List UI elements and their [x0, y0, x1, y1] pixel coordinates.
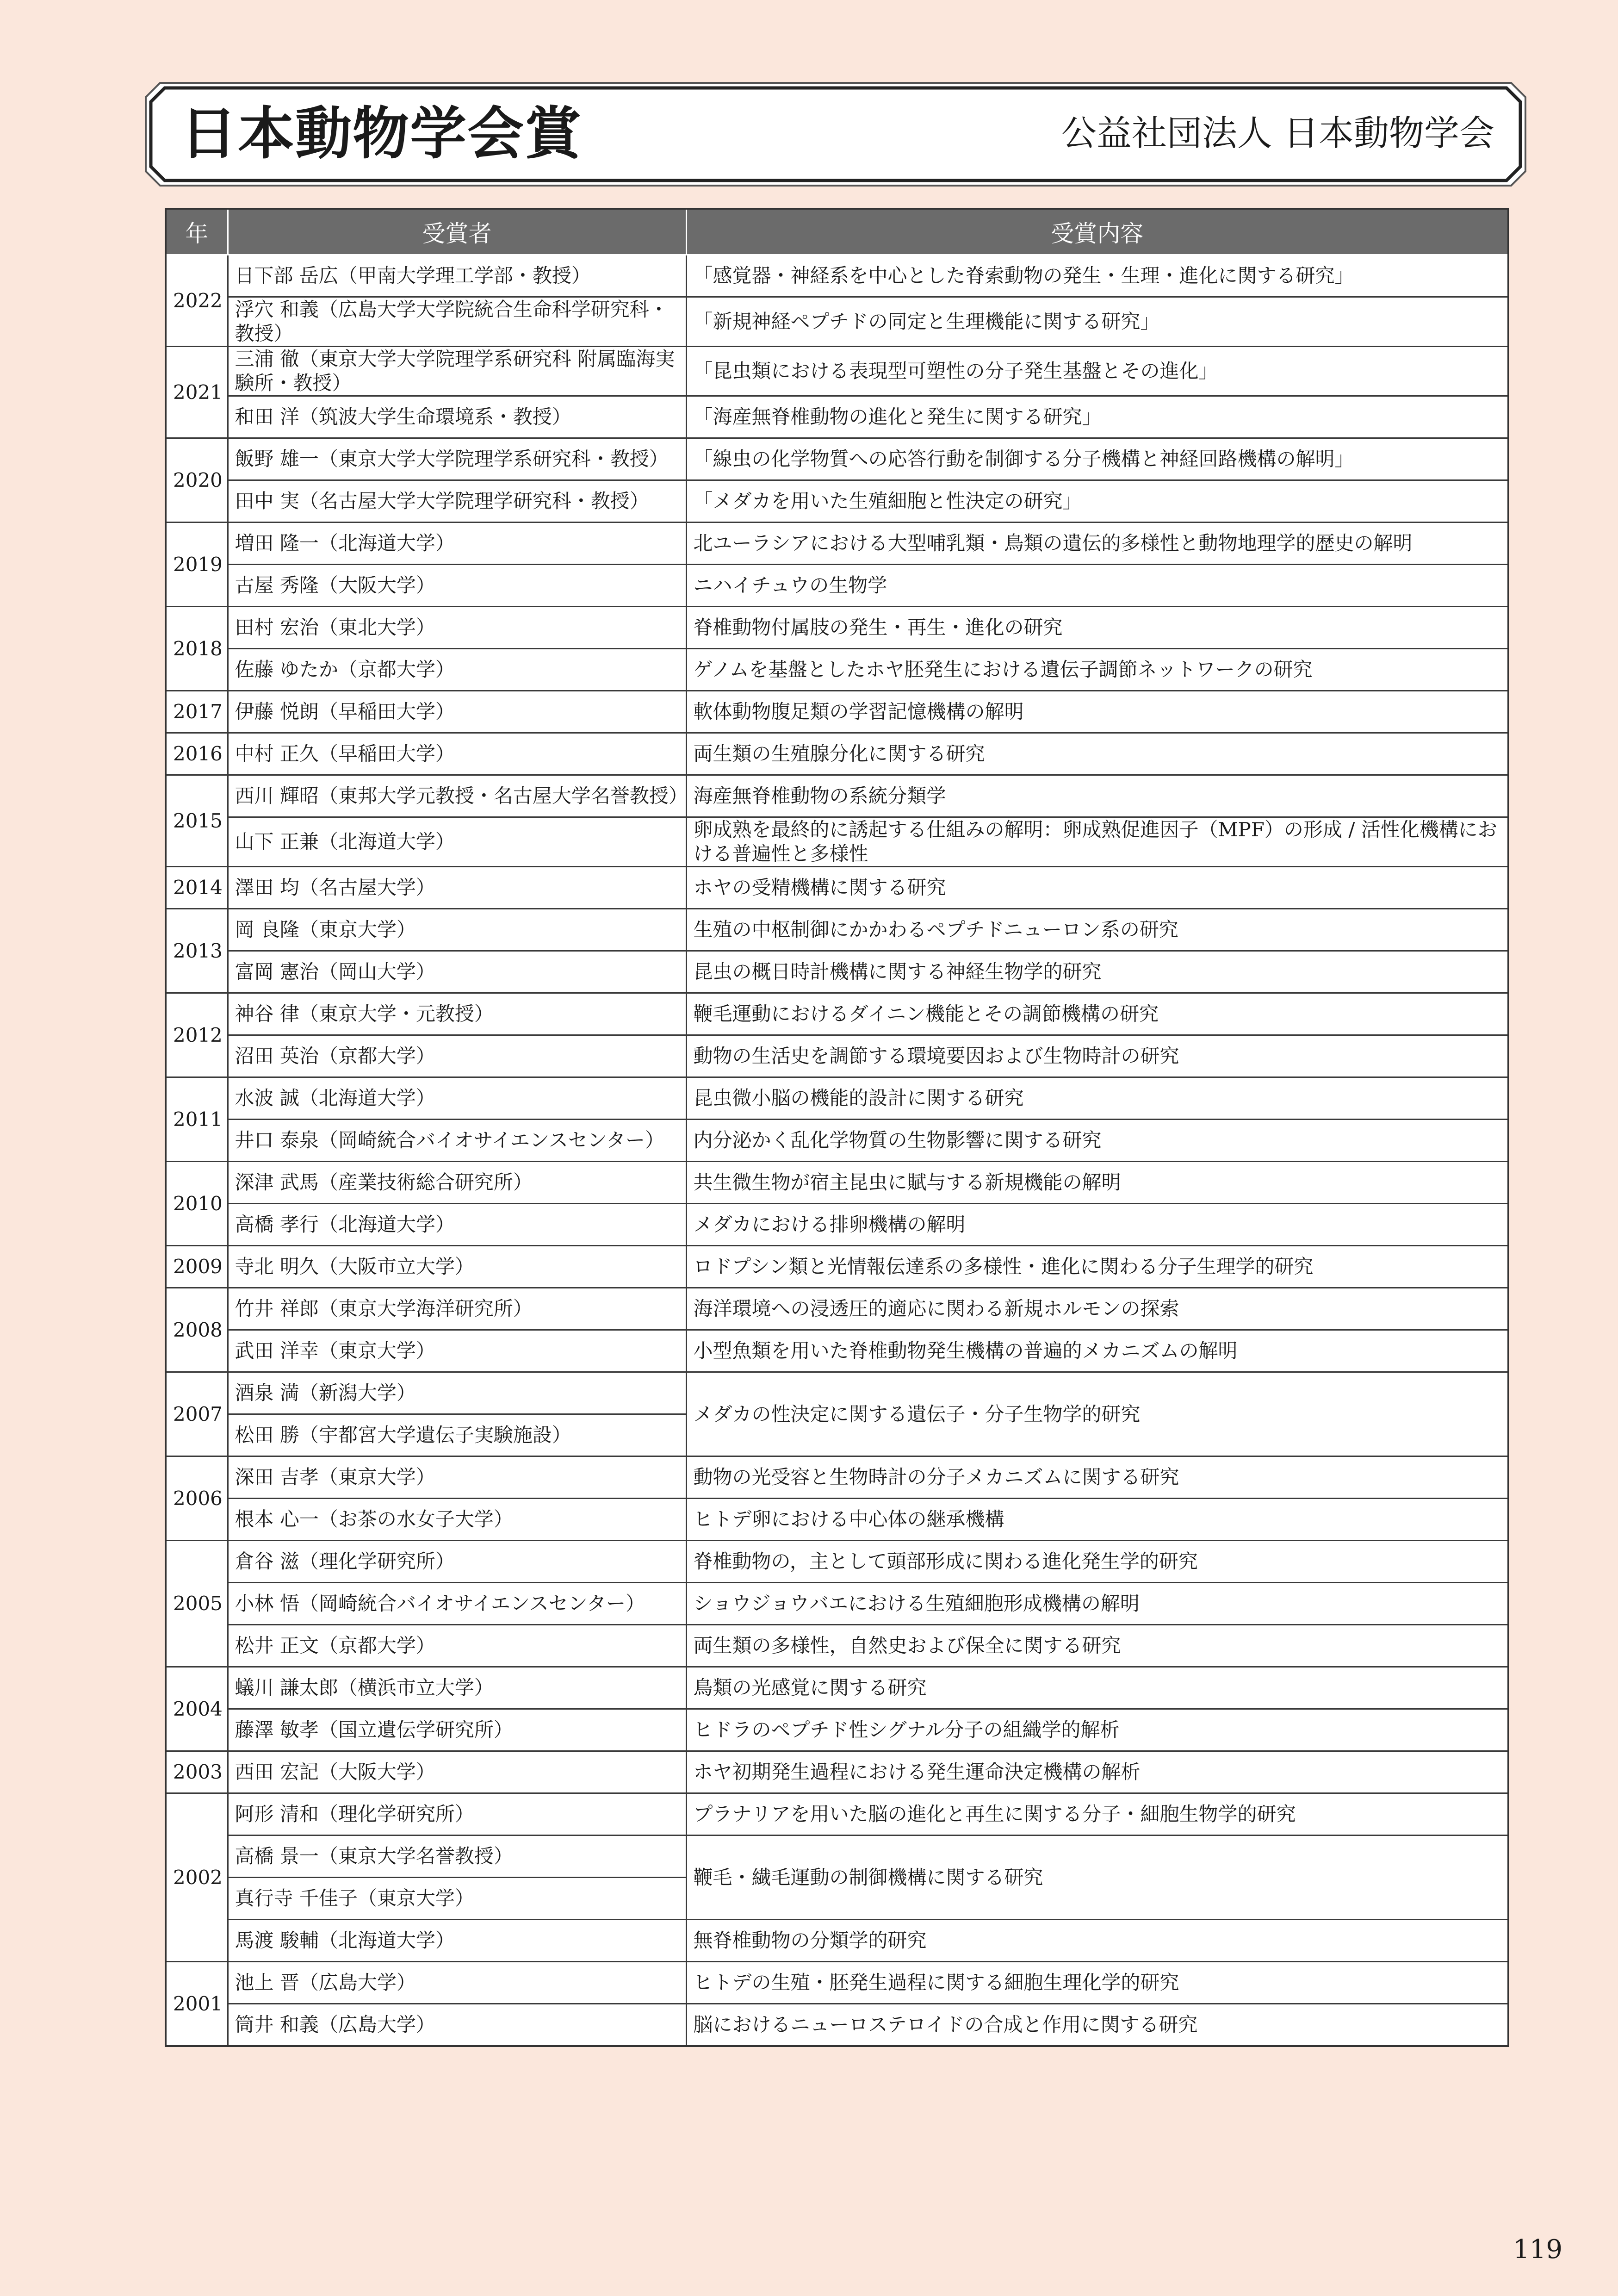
- content-cell: 鳥類の光感覚に関する研究: [686, 1667, 1508, 1709]
- content-cell: 「感覚器・神経系を中心とした脊索動物の発生・生理・進化に関する研究」: [686, 255, 1508, 297]
- column-header-content: 受賞内容: [686, 209, 1508, 255]
- table-row: [166, 1920, 1508, 1962]
- awards-table-body: [166, 255, 1508, 2047]
- year-cell: 2013: [166, 909, 228, 993]
- awardee-cell: 小林 悟（岡崎統合バイオサイエンスセンター）: [228, 1583, 686, 1625]
- table-row: [166, 775, 1508, 817]
- awardee-cell: 岡 良隆（東京大学）: [228, 909, 686, 951]
- year-cell: 2004: [166, 1667, 228, 1751]
- awardee-cell: 日下部 岳広（甲南大学理工学部・教授）: [228, 255, 686, 297]
- awardee-cell: 澤田 均（名古屋大学）: [228, 867, 686, 909]
- year-cell: 2014: [166, 867, 228, 909]
- table-row: [166, 1456, 1508, 1499]
- table-row: [166, 1246, 1508, 1288]
- year-cell: 2001: [166, 1962, 228, 2047]
- table-row: [166, 1035, 1508, 1077]
- content-cell: 鞭毛・繊毛運動の制御機構に関する研究: [686, 1836, 1508, 1920]
- year-cell: 2016: [166, 733, 228, 775]
- awards-table: [165, 208, 1509, 2047]
- content-cell: 昆虫の概日時計機構に関する神経生物学的研究: [686, 951, 1508, 993]
- table-row: [166, 1625, 1508, 1667]
- content-cell: ホヤの受精機構に関する研究: [686, 867, 1508, 909]
- awardee-cell: 沼田 英治（京都大学）: [228, 1035, 686, 1077]
- awardee-cell: 高橋 孝行（北海道大学）: [228, 1204, 686, 1246]
- content-cell: 無脊椎動物の分類学的研究: [686, 1920, 1508, 1962]
- table-row: [166, 691, 1508, 733]
- table-row: [166, 2004, 1508, 2047]
- awardee-cell: 井口 泰泉（岡崎統合バイオサイエンスセンター）: [228, 1120, 686, 1162]
- table-row: [166, 347, 1508, 396]
- awardee-cell: 根本 心一（お茶の水女子大学）: [228, 1499, 686, 1541]
- year-cell: 2011: [166, 1077, 228, 1162]
- content-cell: 両生類の生殖腺分化に関する研究: [686, 733, 1508, 775]
- year-cell: 2021: [166, 347, 228, 438]
- table-row: [166, 1709, 1508, 1751]
- table-row: [166, 297, 1508, 347]
- table-row: [166, 1372, 1508, 1414]
- table-row: [166, 1077, 1508, 1120]
- awardee-cell: 真行寺 千佳子（東京大学）: [228, 1878, 686, 1920]
- content-cell: ホヤ初期発生過程における発生運命決定機構の解析: [686, 1751, 1508, 1793]
- content-cell: ニハイチュウの生物学: [686, 565, 1508, 607]
- content-cell: 北ユーラシアにおける大型哺乳類・鳥類の遺伝的多様性と動物地理学的歴史の解明: [686, 523, 1508, 565]
- content-cell: 昆虫微小脳の機能的設計に関する研究: [686, 1077, 1508, 1120]
- title-banner: [144, 81, 1527, 187]
- content-cell: 「線虫の化学物質への応答行動を制御する分子機構と神経回路機構の解明」: [686, 438, 1508, 480]
- table-row: [166, 1836, 1508, 1878]
- year-cell: 2006: [166, 1456, 228, 1541]
- content-cell: 小型魚類を用いた脊椎動物発生機構の普遍的メカニズムの解明: [686, 1330, 1508, 1372]
- awardee-cell: 深田 吉孝（東京大学）: [228, 1456, 686, 1499]
- table-row: [166, 733, 1508, 775]
- year-cell: 2002: [166, 1793, 228, 1962]
- table-row: [166, 909, 1508, 951]
- content-cell: 両生類の多様性，自然史および保全に関する研究: [686, 1625, 1508, 1667]
- content-cell: プラナリアを用いた脳の進化と再生に関する分子・細胞生物学的研究: [686, 1793, 1508, 1836]
- table-row: [166, 607, 1508, 649]
- awardee-cell: 中村 正久（早稲田大学）: [228, 733, 686, 775]
- content-cell: 「昆虫類における表現型可塑性の分子発生基盤とその進化」: [686, 347, 1508, 396]
- awardee-cell: 増田 隆一（北海道大学）: [228, 523, 686, 565]
- awardee-cell: 松井 正文（京都大学）: [228, 1625, 686, 1667]
- table-row: [166, 1667, 1508, 1709]
- content-cell: 「新規神経ペプチドの同定と生理機能に関する研究」: [686, 297, 1508, 347]
- year-cell: 2022: [166, 255, 228, 347]
- awardee-cell: 倉谷 滋（理化学研究所）: [228, 1541, 686, 1583]
- table-row: [166, 1120, 1508, 1162]
- content-cell: 内分泌かく乱化学物質の生物影響に関する研究: [686, 1120, 1508, 1162]
- awardee-cell: 酒泉 満（新潟大学）: [228, 1372, 686, 1414]
- content-cell: 「メダカを用いた生殖細胞と性決定の研究」: [686, 480, 1508, 523]
- table-row: [166, 480, 1508, 523]
- awardee-cell: 阿形 清和（理化学研究所）: [228, 1793, 686, 1836]
- awardee-cell: 松田 勝（宇都宮大学遺伝子実験施設）: [228, 1414, 686, 1456]
- content-cell: 動物の生活史を調節する環境要因および生物時計の研究: [686, 1035, 1508, 1077]
- awardee-cell: 寺北 明久（大阪市立大学）: [228, 1246, 686, 1288]
- content-cell: 脊椎動物付属肢の発生・再生・進化の研究: [686, 607, 1508, 649]
- table-row: [166, 993, 1508, 1035]
- content-cell: ショウジョウバエにおける生殖細胞形成機構の解明: [686, 1583, 1508, 1625]
- table-header-row: [166, 209, 1508, 255]
- awardee-cell: 武田 洋幸（東京大学）: [228, 1330, 686, 1372]
- content-cell: ヒトデ卵における中心体の継承機構: [686, 1499, 1508, 1541]
- content-cell: ゲノムを基盤としたホヤ胚発生における遺伝子調節ネットワークの研究: [686, 649, 1508, 691]
- awardee-cell: 古屋 秀隆（大阪大学）: [228, 565, 686, 607]
- year-cell: 2008: [166, 1288, 228, 1372]
- content-cell: 生殖の中枢制御にかかわるペプチドニューロン系の研究: [686, 909, 1508, 951]
- content-cell: 脳におけるニューロステロイドの合成と作用に関する研究: [686, 2004, 1508, 2047]
- table-row: [166, 523, 1508, 565]
- table-row: [166, 817, 1508, 867]
- content-cell: ヒドラのペプチド性シグナル分子の組織学的解析: [686, 1709, 1508, 1751]
- content-cell: 脊椎動物の，主として頭部形成に関わる進化発生学的研究: [686, 1541, 1508, 1583]
- year-cell: 2007: [166, 1372, 228, 1456]
- awardee-cell: 馬渡 駿輔（北海道大学）: [228, 1920, 686, 1962]
- year-cell: 2005: [166, 1541, 228, 1667]
- year-cell: 2009: [166, 1246, 228, 1288]
- table-row: [166, 1541, 1508, 1583]
- awardee-cell: 山下 正兼（北海道大学）: [228, 817, 686, 867]
- awardee-cell: 神谷 律（東京大学・元教授）: [228, 993, 686, 1035]
- year-cell: 2017: [166, 691, 228, 733]
- content-cell: 動物の光受容と生物時計の分子メカニズムに関する研究: [686, 1456, 1508, 1499]
- table-row: [166, 1962, 1508, 2004]
- year-cell: 2015: [166, 775, 228, 867]
- table-row: [166, 565, 1508, 607]
- table-row: [166, 951, 1508, 993]
- column-header-awardee: 受賞者: [228, 209, 686, 255]
- content-cell: ロドプシン類と光情報伝達系の多様性・進化に関わる分子生理学的研究: [686, 1246, 1508, 1288]
- year-cell: 2012: [166, 993, 228, 1077]
- awardee-cell: 水波 誠（北海道大学）: [228, 1077, 686, 1120]
- awardee-cell: 蟻川 謙太郎（横浜市立大学）: [228, 1667, 686, 1709]
- awardee-cell: 西川 輝昭（東邦大学元教授・名古屋大学名誉教授）: [228, 775, 686, 817]
- table-row: [166, 255, 1508, 297]
- year-cell: 2019: [166, 523, 228, 607]
- table-row: [166, 438, 1508, 480]
- table-row: [166, 1330, 1508, 1372]
- awardee-cell: 佐藤 ゆたか（京都大学）: [228, 649, 686, 691]
- awardee-cell: 西田 宏記（大阪大学）: [228, 1751, 686, 1793]
- table-row: [166, 1583, 1508, 1625]
- year-cell: 2018: [166, 607, 228, 691]
- content-cell: 海産無脊椎動物の系統分類学: [686, 775, 1508, 817]
- awardee-cell: 池上 晋（広島大学）: [228, 1962, 686, 2004]
- table-row: [166, 649, 1508, 691]
- content-cell: 共生微生物が宿主昆虫に賦与する新規機能の解明: [686, 1162, 1508, 1204]
- year-cell: 2003: [166, 1751, 228, 1793]
- awardee-cell: 三浦 徹（東京大学大学院理学系研究科 附属臨海実験所・教授）: [228, 347, 686, 396]
- content-cell: 卵成熟を最終的に誘起する仕組みの解明：卵成熟促進因子（MPF）の形成 / 活性化機構における普遍性と多様性: [686, 817, 1508, 867]
- content-cell: メダカの性決定に関する遺伝子・分子生物学的研究: [686, 1372, 1508, 1456]
- awardee-cell: 飯野 雄一（東京大学大学院理学系研究科・教授）: [228, 438, 686, 480]
- awardee-cell: 和田 洋（筑波大学生命環境系・教授）: [228, 396, 686, 438]
- table-row: [166, 1204, 1508, 1246]
- year-cell: 2020: [166, 438, 228, 523]
- content-cell: ヒトデの生殖・胚発生過程に関する細胞生理化学的研究: [686, 1962, 1508, 2004]
- awardee-cell: 筒井 和義（広島大学）: [228, 2004, 686, 2047]
- page-number: 119: [1513, 2234, 1562, 2265]
- table-row: [166, 396, 1508, 438]
- page-title: 日本動物学会賞: [180, 101, 582, 167]
- awardee-cell: 伊藤 悦朗（早稲田大学）: [228, 691, 686, 733]
- table-row: [166, 1288, 1508, 1330]
- awardee-cell: 富岡 憲治（岡山大学）: [228, 951, 686, 993]
- table-row: [166, 1499, 1508, 1541]
- awardee-cell: 深津 武馬（産業技術総合研究所）: [228, 1162, 686, 1204]
- awardee-cell: 田中 実（名古屋大学大学院理学研究科・教授）: [228, 480, 686, 523]
- awardee-cell: 高橋 景一（東京大学名誉教授）: [228, 1836, 686, 1878]
- content-cell: 海洋環境への浸透圧的適応に関わる新規ホルモンの探索: [686, 1288, 1508, 1330]
- table-row: [166, 1793, 1508, 1836]
- awardee-cell: 浮穴 和義（広島大学大学院統合生命科学研究科・教授）: [228, 297, 686, 347]
- awardee-cell: 竹井 祥郎（東京大学海洋研究所）: [228, 1288, 686, 1330]
- table-row: [166, 1162, 1508, 1204]
- content-cell: 「海産無脊椎動物の進化と発生に関する研究」: [686, 396, 1508, 438]
- awardee-cell: 田村 宏治（東北大学）: [228, 607, 686, 649]
- awardee-cell: 藤澤 敏孝（国立遺伝学研究所）: [228, 1709, 686, 1751]
- table-row: [166, 1751, 1508, 1793]
- content-cell: 軟体動物腹足類の学習記憶機構の解明: [686, 691, 1508, 733]
- table-row: [166, 867, 1508, 909]
- content-cell: メダカにおける排卵機構の解明: [686, 1204, 1508, 1246]
- organization-name: 公益社団法人 日本動物学会: [1061, 112, 1494, 154]
- column-header-year: 年: [166, 209, 228, 255]
- year-cell: 2010: [166, 1162, 228, 1246]
- content-cell: 鞭毛運動におけるダイニン機能とその調節機構の研究: [686, 993, 1508, 1035]
